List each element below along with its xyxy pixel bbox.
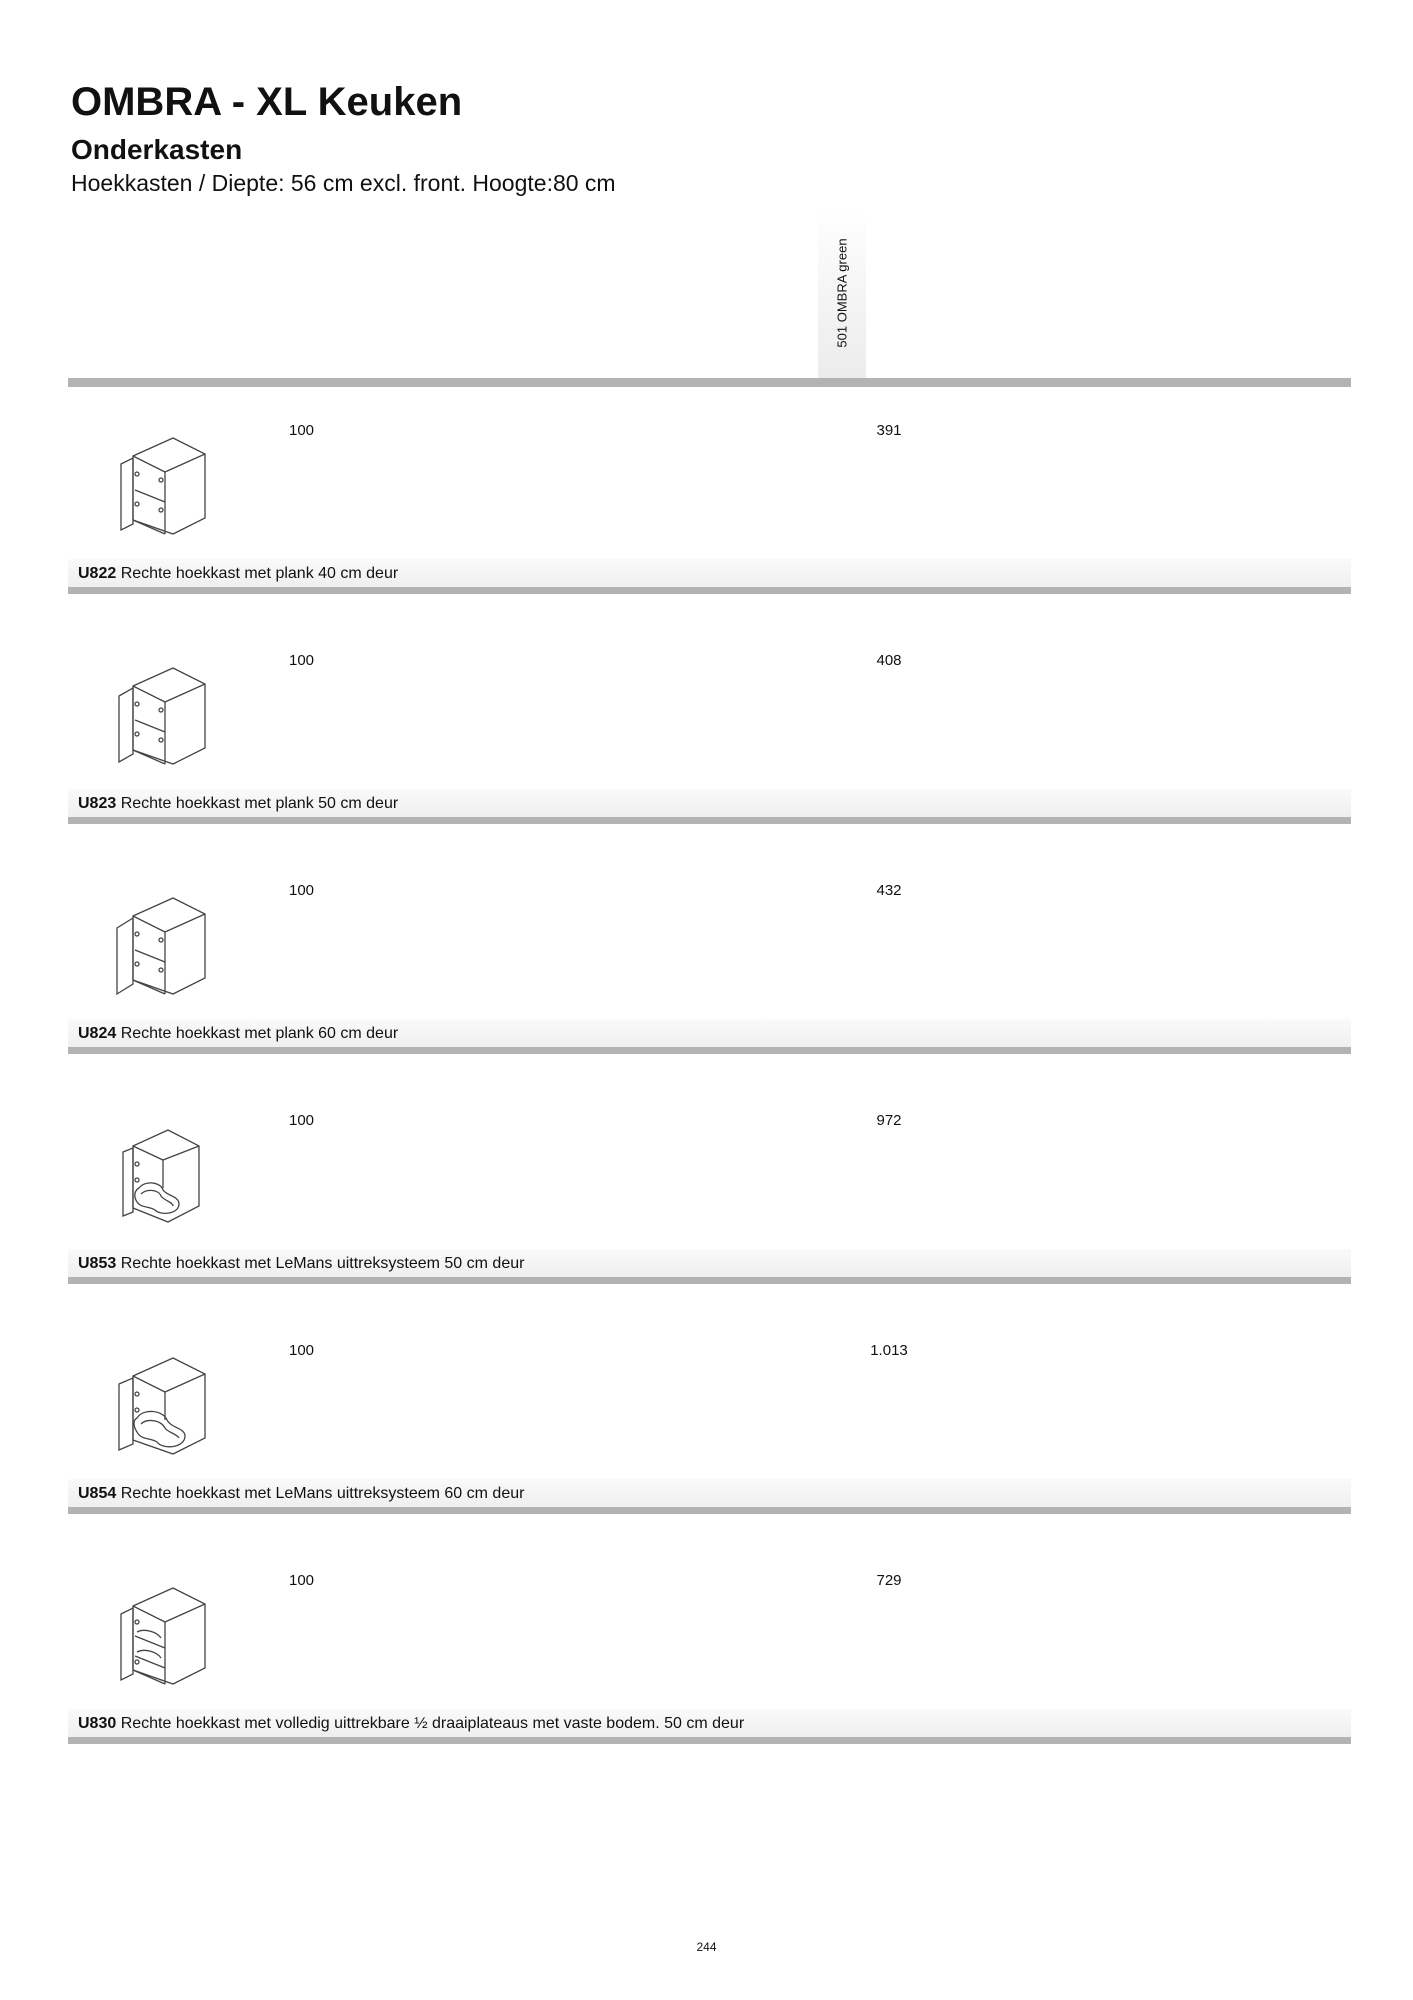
product-label-bar xyxy=(68,1019,1351,1047)
product-row xyxy=(68,1308,1351,1538)
row-divider xyxy=(68,1277,1351,1284)
row-divider xyxy=(68,817,1351,824)
product-row xyxy=(68,848,1351,1078)
product-description: Rechte hoekkast met plank 40 cm deur xyxy=(120,565,399,582)
product-description: Rechte hoekkast met volledig uittrekbare ½ draaiplateaus met vaste bodem. 50 cm deur xyxy=(120,1715,745,1732)
product-code: U853 xyxy=(78,1255,117,1272)
section-title: Onderkasten xyxy=(71,134,243,165)
product-row xyxy=(68,388,1351,618)
quantity-value: 100 xyxy=(289,422,315,439)
page-number: 244 xyxy=(696,1940,717,1954)
price-value: 972 xyxy=(876,1112,902,1129)
row-divider xyxy=(68,1047,1351,1054)
product-description: Rechte hoekkast met LeMans uittreksysteem 60 cm deur xyxy=(120,1485,525,1502)
corner-cabinet-shelf-icon xyxy=(113,428,213,538)
row-divider xyxy=(68,587,1351,594)
product-code: U823 xyxy=(78,795,117,812)
price-column-header xyxy=(818,208,866,378)
product-code: U824 xyxy=(78,1025,117,1042)
corner-cabinet-lemans-icon xyxy=(113,1348,213,1458)
product-code: U854 xyxy=(78,1485,117,1502)
price-value: 408 xyxy=(876,652,902,669)
row-divider xyxy=(68,1507,1351,1514)
quantity-value: 100 xyxy=(289,882,315,899)
product-description: Rechte hoekkast met LeMans uittreksysteem 50 cm deur xyxy=(120,1255,525,1272)
product-label-bar xyxy=(68,559,1351,587)
quantity-value: 100 xyxy=(289,1572,315,1589)
product-row xyxy=(68,618,1351,848)
section-description: Hoekkasten / Diepte: 56 cm excl. front. Hoogte:80 cm xyxy=(71,170,616,196)
header-divider xyxy=(68,378,1351,387)
corner-cabinet-carousel-icon xyxy=(113,1578,213,1688)
product-label-bar xyxy=(68,1249,1351,1277)
corner-cabinet-shelf-icon xyxy=(113,658,213,768)
product-label-bar xyxy=(68,1709,1351,1737)
quantity-value: 100 xyxy=(289,1342,315,1359)
row-divider xyxy=(68,1737,1351,1744)
quantity-value: 100 xyxy=(289,1112,315,1129)
quantity-value: 100 xyxy=(289,652,315,669)
product-row xyxy=(68,1538,1351,1768)
product-description: Rechte hoekkast met plank 60 cm deur xyxy=(120,1025,399,1042)
product-row xyxy=(68,1078,1351,1308)
product-description: Rechte hoekkast met plank 50 cm deur xyxy=(120,795,399,812)
product-code: U830 xyxy=(78,1715,117,1732)
page-title: OMBRA - XL Keuken xyxy=(71,80,463,124)
corner-cabinet-lemans-icon xyxy=(113,1118,213,1228)
corner-cabinet-shelf-icon xyxy=(113,888,213,998)
product-code: U822 xyxy=(78,565,117,582)
price-value: 1.013 xyxy=(870,1342,908,1359)
price-value: 432 xyxy=(876,882,902,899)
product-label-bar xyxy=(68,789,1351,817)
price-value: 391 xyxy=(876,422,902,439)
product-label-bar xyxy=(68,1479,1351,1507)
column-label: 501 OMBRA green xyxy=(834,238,850,348)
price-value: 729 xyxy=(876,1572,902,1589)
